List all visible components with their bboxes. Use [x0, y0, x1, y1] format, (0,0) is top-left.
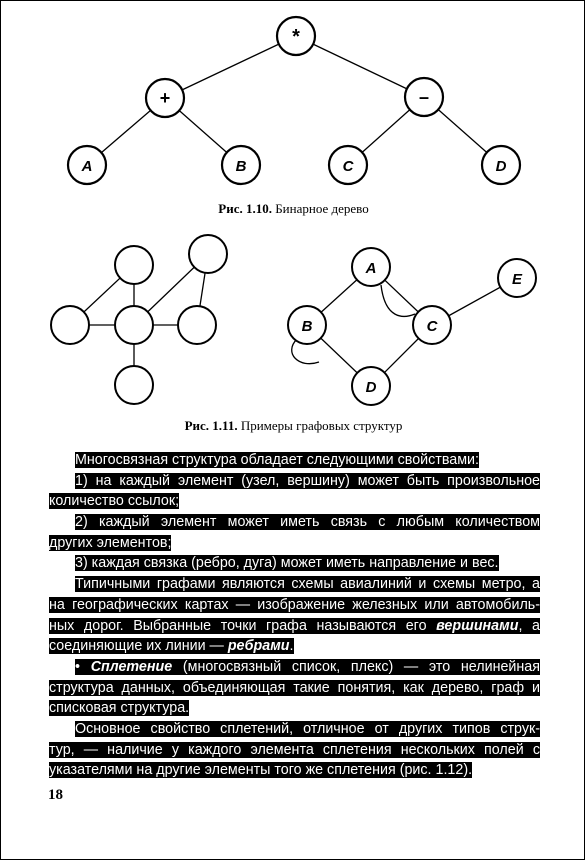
figure-1-10-caption-text: Бинарное дерево: [275, 201, 369, 216]
text-line: Основное свойство сплетений, отличное от других типов струк-: [75, 720, 540, 737]
right-arc-a-c: [381, 285, 415, 316]
body-text: [49, 450, 540, 781]
text-line: 3) каждая связка (ребро, дуга) может иметь направление и вес.: [75, 555, 499, 572]
left-node-right: [178, 306, 216, 344]
left-graph-nodes: [51, 235, 227, 404]
figure-1-11-caption-text: Примеры графовых структур: [240, 418, 403, 433]
text-line: других элементов;: [49, 534, 172, 551]
text-line: ных дорог. Выбранные точки графа называются его вершинами, а: [49, 617, 540, 634]
text-line: списковая структура.: [49, 700, 190, 717]
graph-label-d: D: [365, 379, 377, 396]
tree-label-root: *: [292, 26, 300, 48]
text-line: соединяющие их линии — ребрами.: [49, 638, 294, 655]
figure-1-10-caption-number: Рис. 1.10.: [218, 201, 272, 216]
left-node-bottom: [115, 366, 153, 404]
text-line: Многосвязная структура обладает следующими свойствами:: [75, 452, 480, 468]
tree-label-b: B: [235, 158, 247, 175]
graph-label-a: A: [365, 260, 377, 277]
text-line: Типичными графами являются схемы авиалиний и схемы метро, а: [75, 576, 540, 593]
text-line: тур, — наличие у каждого элемента сплетения нескольких полей с: [49, 741, 540, 758]
tree-label-a: A: [81, 158, 93, 175]
left-node-left: [51, 306, 89, 344]
figure-1-11-caption: [1, 418, 585, 434]
graph-label-b: B: [301, 318, 313, 335]
right-graph-nodes: [288, 248, 536, 405]
text-line: 1) на каждый элемент (узел, вершину) может быть произвольное: [75, 472, 540, 489]
graph-label-c: C: [426, 318, 438, 335]
left-node-top: [115, 246, 153, 284]
text-line: на географических картах — изображение железных или автомобиль-: [49, 596, 540, 613]
figure-1-11-caption-number: Рис. 1.11.: [184, 418, 238, 433]
tree-label-plus: +: [159, 88, 171, 108]
page-number: 18: [48, 787, 63, 803]
figure-1-10-caption: [1, 201, 585, 217]
text-line: 2) каждый элемент может иметь связь с любым количеством: [75, 514, 540, 531]
graph-label-e: E: [511, 271, 523, 288]
text-line: количество ссылок;: [49, 493, 180, 510]
text-line: • Сплетение (многосвязный список, плекс) — это нелинейная: [75, 658, 541, 675]
graph-structures-figure: [1, 223, 585, 413]
tree-label-d: D: [495, 158, 507, 175]
edge-root-minus: [296, 36, 424, 97]
left-node-topright: [189, 235, 227, 273]
term-vertices: вершинами: [436, 617, 519, 634]
term-plex: Сплетение: [90, 658, 173, 675]
tree-label-c: C: [342, 158, 354, 175]
term-edges: ребрами: [227, 638, 290, 655]
edge-root-plus: [165, 36, 296, 98]
text-line: структура данных, объединяющая такие понятия, как дерево, граф и: [49, 679, 540, 696]
text-line: указателями на другие элементы того же сплетения (рис. 1.12).: [49, 762, 473, 779]
binary-tree-figure: [1, 1, 585, 201]
tree-label-minus: –: [418, 87, 430, 107]
left-node-center: [115, 306, 153, 344]
